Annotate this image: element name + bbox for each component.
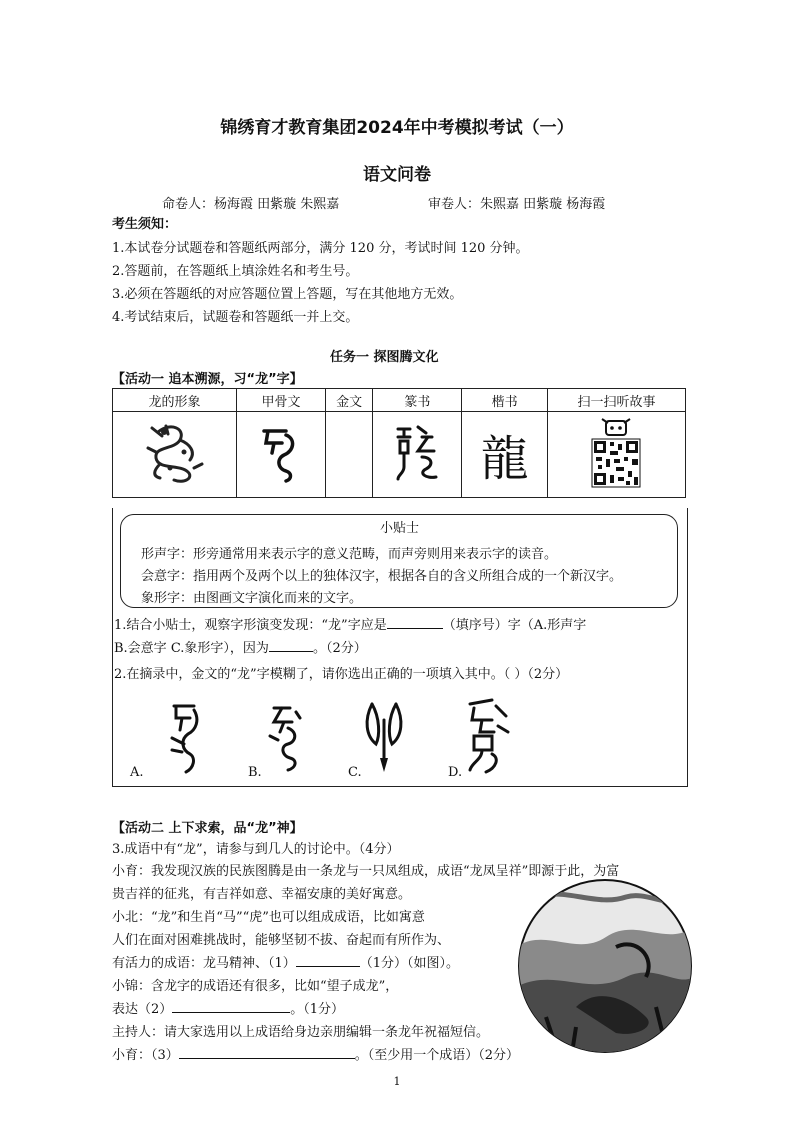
dialogue-text: 。（1分） <box>290 1002 345 1017</box>
option-d-glyph <box>462 696 512 778</box>
seal-script-dragon-glyph <box>392 421 442 485</box>
reviewers-line: 审卷人：朱熙嘉 田紫璇 杨海霞 <box>428 197 606 212</box>
notice-heading: 考生须知： <box>112 217 178 232</box>
dialogue-text: （1分）（如图）。 <box>359 956 460 971</box>
option-a-glyph <box>168 700 202 780</box>
activity2-heading: 【活动二 上下求索，品“龙”神】 <box>112 821 303 836</box>
task1-title: 任务一 探图腾文化 <box>330 350 439 365</box>
dialogue-text: 小育：（3） <box>112 1048 179 1063</box>
qr-story-cell[interactable] <box>547 412 685 498</box>
dialogue-line-blank3 <box>112 1044 519 1063</box>
dialogue-line: 小育：我发现汉族的民族图腾是由一条龙与一只凤组成，成语“龙凤呈祥”即源于此，为富 <box>112 864 620 879</box>
q3-answer-blank-1[interactable] <box>296 954 360 967</box>
dialogue-line: 贵吉祥的征兆，有吉祥如意、幸福安康的美好寓意。 <box>112 887 412 902</box>
q3-answer-blank-3[interactable] <box>179 1046 355 1059</box>
q1-text-a: 1.结合小贴士，观察字形演变发现：“龙”字应是 <box>114 618 387 633</box>
col-header: 扫一扫听故事 <box>547 389 685 412</box>
exam-title: 锦绣育才教育集团2024年中考模拟考试（一） <box>220 118 574 138</box>
notice-item: 2.答题前，在答题纸上填涂姓名和考生号。 <box>112 264 359 279</box>
q3-text: 3.成语中有“龙”，请参与到几人的讨论中。（4分） <box>112 842 400 857</box>
q2-text: 2.在摘录中，金文的“龙”字模糊了，请你选出正确的一项填入其中。（ ）（2分） <box>114 667 569 682</box>
dragon-script-table <box>112 388 686 498</box>
option-d-label: D. <box>448 765 463 780</box>
tip-line-pictographic: 象形字：由图画文字演化而来的文字。 <box>141 591 363 606</box>
dialogue-line: 小锦：含龙字的成语还有很多，比如“望子成龙”， <box>112 979 399 994</box>
notice-item: 1.本试卷分试题卷和答题纸两部分，满分 120 分，考试时间 120 分钟。 <box>112 241 529 256</box>
regular-script-cell <box>462 412 548 498</box>
dialogue-line: 小北：“龙”和生肖“马”“虎”也可以组成成语，比如寓意 <box>112 910 425 925</box>
qr-code-icon[interactable] <box>588 417 644 489</box>
option-b-label: B. <box>248 765 262 780</box>
seal-script-cell <box>373 412 462 498</box>
option-c-label: C. <box>348 765 362 780</box>
dialogue-line: 人们在面对困难挑战时，能够坚韧不拔、奋起而有所作为、 <box>112 933 451 948</box>
q1-text-d: 。（2分） <box>312 641 367 656</box>
authors-line: 命卷人：杨海霞 田紫璇 朱熙嘉 <box>162 197 340 212</box>
col-header: 楷书 <box>462 389 548 412</box>
dragon-illustration-icon <box>140 418 210 488</box>
dialogue-line-blank2 <box>112 998 344 1017</box>
dialogue-text: 有活力的成语：龙马精神、（1） <box>112 956 296 971</box>
col-header: 篆书 <box>373 389 462 412</box>
notice-item: 3.必须在答题纸的对应答题位置上答题，写在其他地方无效。 <box>112 287 463 302</box>
dragon-horse-painting-image <box>516 877 694 1055</box>
dragon-image-cell <box>113 412 237 498</box>
q1-answer-blank-2[interactable] <box>269 639 313 652</box>
q1-text-b: （填序号）字（A.形声字 <box>442 618 587 633</box>
dialogue-line: 主持人：请大家选用以上成语给身边亲朋编辑一条龙年祝福短信。 <box>112 1025 490 1040</box>
regular-script-dragon-char: 龍 <box>480 431 529 487</box>
q3-answer-blank-2[interactable] <box>172 1000 290 1013</box>
page-number: 1 <box>393 1075 401 1088</box>
dialogue-line-blank1 <box>112 952 459 971</box>
tip-line-phonetic: 形声字：形旁通常用来表示字的意义范畴，而声旁则用来表示字的读音。 <box>141 547 558 562</box>
oracle-bone-cell <box>237 412 326 498</box>
option-a-label: A. <box>130 765 144 780</box>
activity1-heading: 【活动一 追本溯源，习“龙”字】 <box>112 372 303 387</box>
oracle-bone-dragon-glyph <box>256 421 306 485</box>
tip-line-ideographic: 会意字：指用两个及两个以上的独体汉字，根据各自的含义所组合成的一个新汉字。 <box>141 569 623 584</box>
q1-line2 <box>114 637 367 656</box>
q1-text-c: B.会意字 C.象形字），因为 <box>114 641 269 656</box>
bronze-script-cell-empty <box>326 412 373 498</box>
option-c-glyph <box>362 700 406 776</box>
paper-subtitle: 语文问卷 <box>363 165 431 185</box>
tips-title: 小贴士 <box>380 521 420 536</box>
dialogue-text: 表达（2） <box>112 1002 173 1017</box>
col-header: 龙的形象 <box>113 389 237 412</box>
q1-answer-blank-1[interactable] <box>387 616 443 629</box>
option-b-glyph <box>266 702 302 774</box>
notice-item: 4.考试结束后，试题卷和答题纸一并上交。 <box>112 310 359 325</box>
q1-line1 <box>114 614 586 633</box>
col-header: 甲骨文 <box>237 389 326 412</box>
col-header: 金文 <box>326 389 373 412</box>
dialogue-text: 。（至少用一个成语）（2分） <box>354 1048 520 1063</box>
